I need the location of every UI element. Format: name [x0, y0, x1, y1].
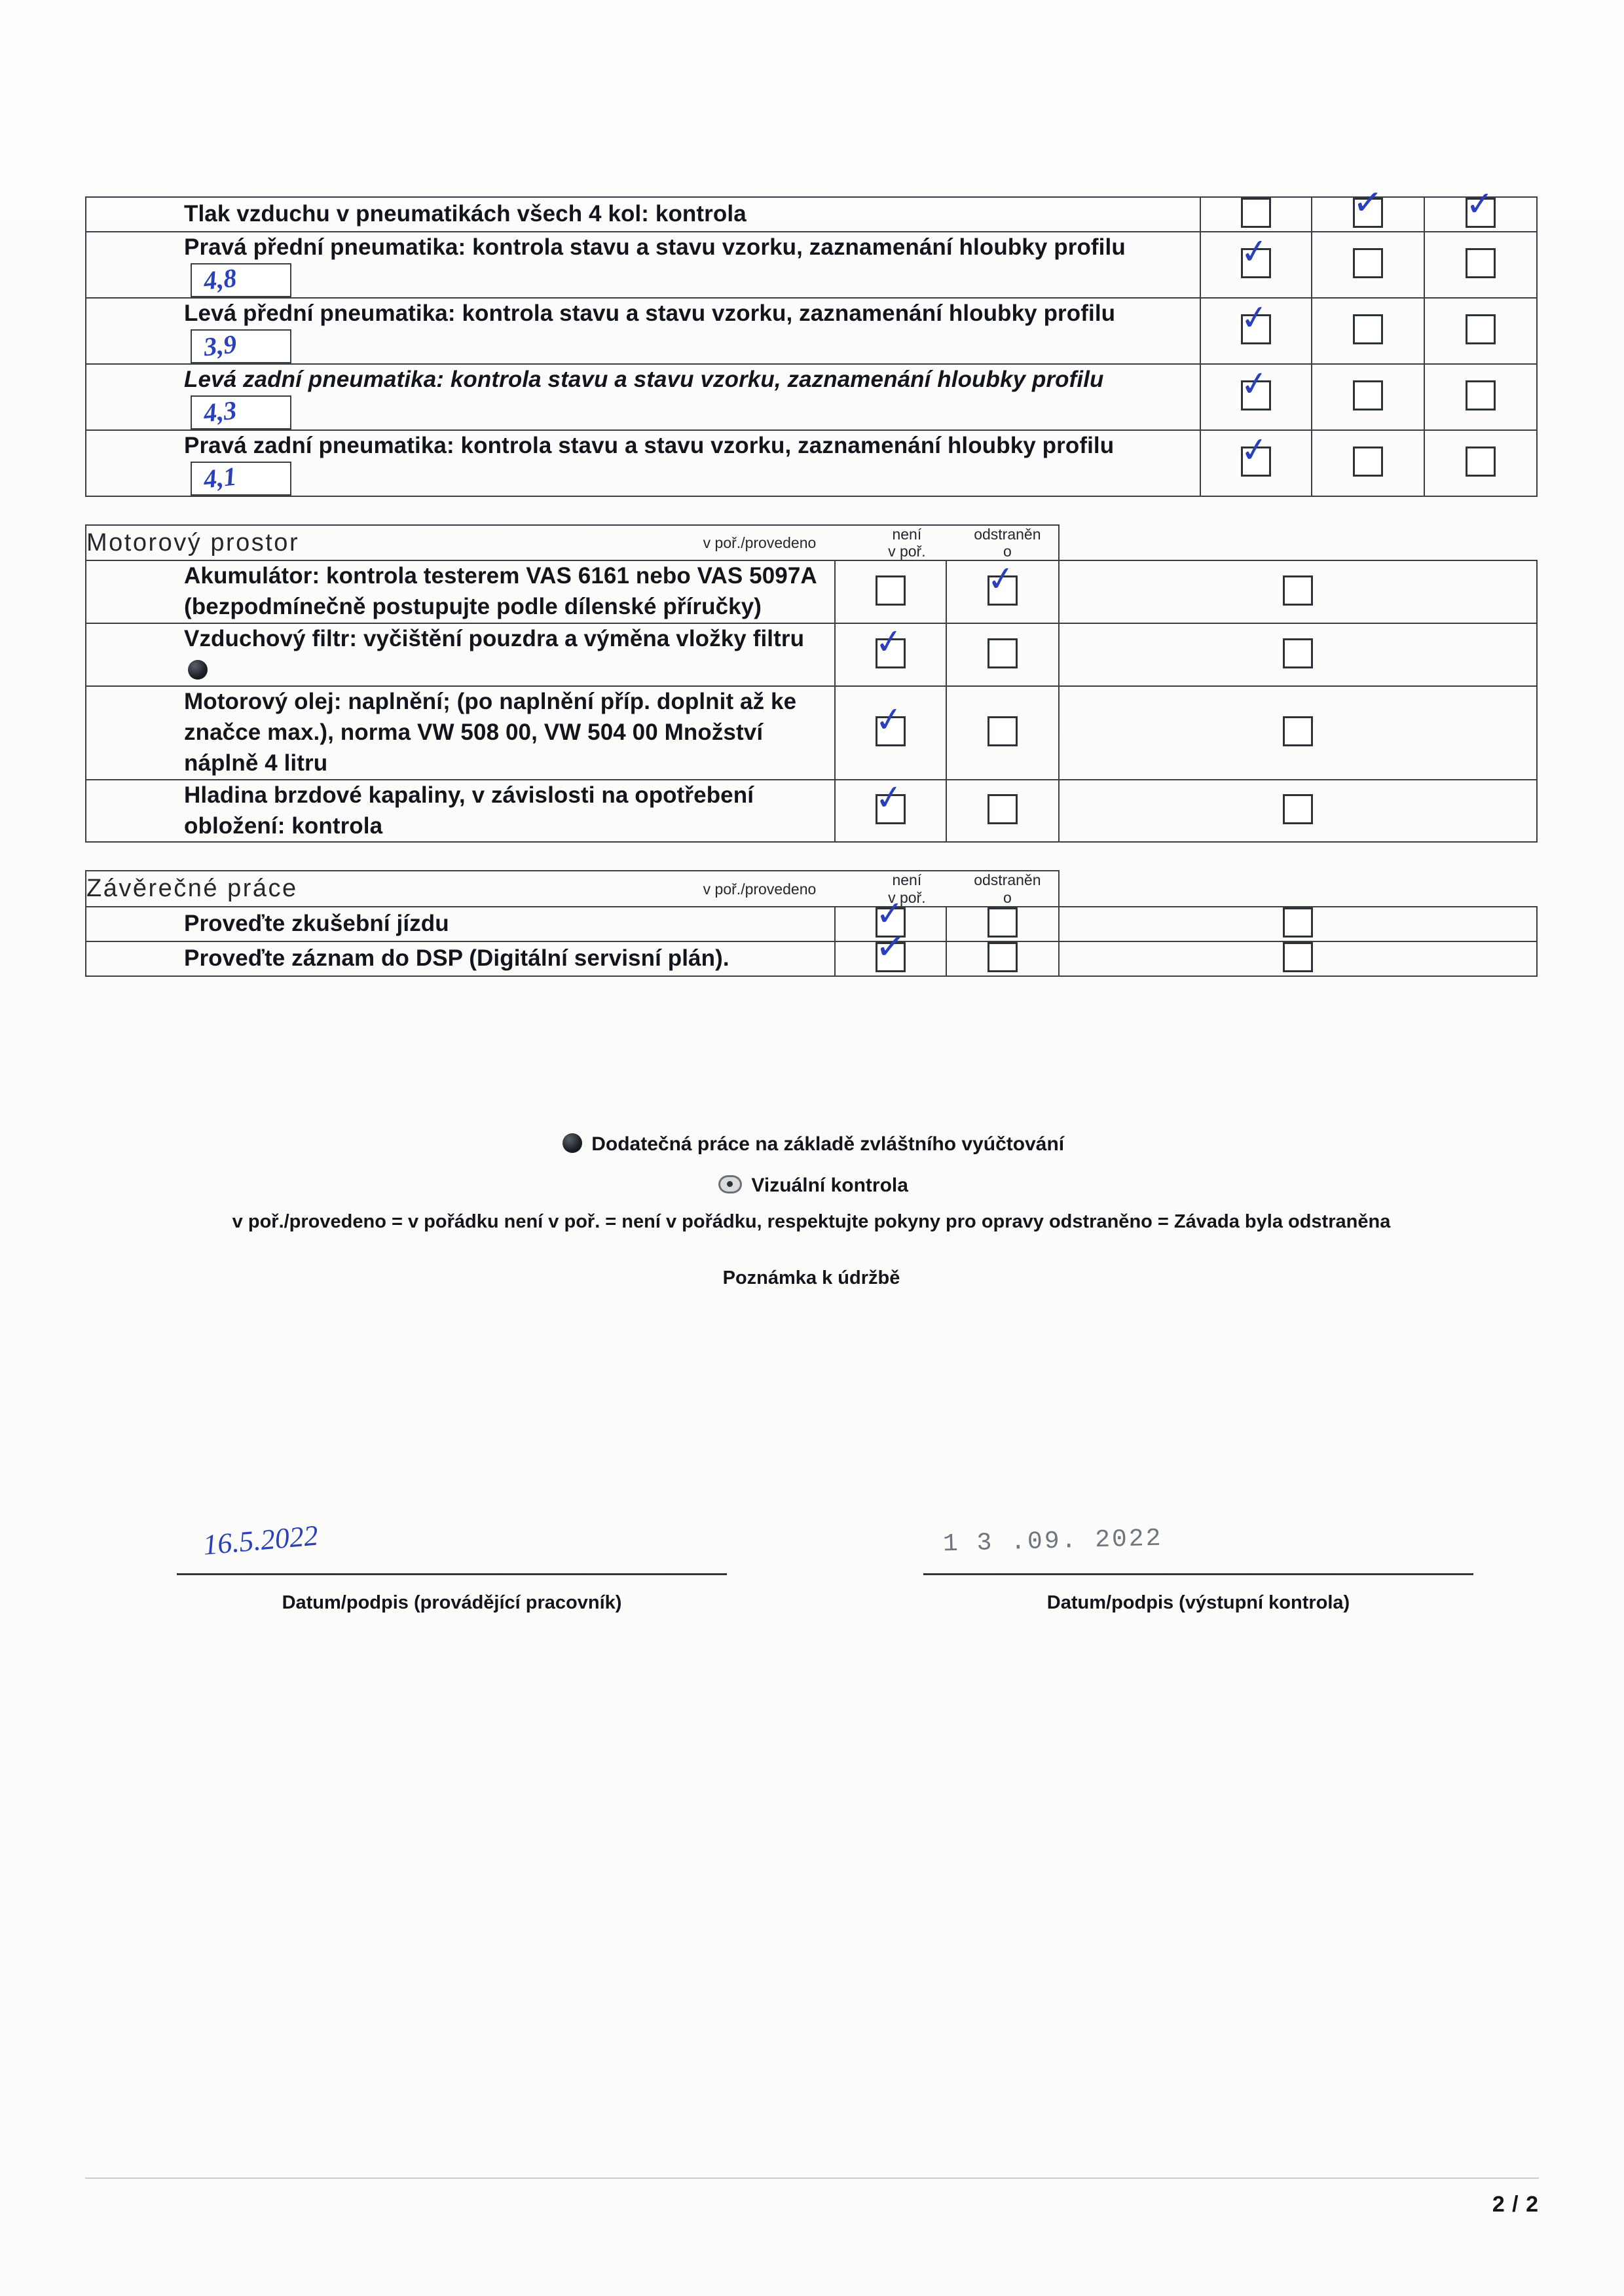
checkbox[interactable]: [1241, 198, 1271, 228]
checkbox[interactable]: [1353, 248, 1383, 278]
checkbox[interactable]: [1283, 716, 1313, 746]
row-label-text: Pravá přední pneumatika: kontrola stavu a stavu vzorku, zaznamenání hloubky profilu: [184, 234, 1126, 260]
check-cell-not-ok[interactable]: [946, 560, 1059, 623]
check-cell-not-ok[interactable]: [946, 780, 1059, 843]
handwritten-tick: ✓: [872, 778, 906, 819]
check-cell-ok[interactable]: [1200, 232, 1312, 298]
checkbox[interactable]: [872, 700, 906, 746]
table-row: [86, 780, 1537, 843]
checkbox[interactable]: [1466, 314, 1496, 344]
handwritten-tick: ✓: [1351, 183, 1384, 224]
col-header-not-ok-line1: není: [892, 525, 922, 543]
row-label: Tlak vzduchu v pneumatikách všech 4 kol: kontrola: [184, 197, 1200, 232]
row-lead-cell: [86, 941, 184, 976]
check-cell-ok[interactable]: [1200, 430, 1312, 496]
page-number: 2 / 2: [1492, 2192, 1539, 2217]
row-label: Proveďte záznam do DSP (Digitální servisní plán).: [184, 941, 835, 976]
row-label: [184, 232, 1200, 298]
check-cell-not-ok[interactable]: [946, 623, 1059, 686]
check-cell-removed[interactable]: [1424, 298, 1537, 364]
col-header-removed-line1: odstraněn: [974, 525, 1041, 543]
depth-value-box[interactable]: [191, 395, 291, 429]
row-lead-cell: [86, 364, 184, 430]
check-cell-removed[interactable]: [1059, 907, 1537, 941]
page-footer: [85, 2178, 1539, 2217]
handwritten-tick: ✓: [872, 700, 906, 741]
depth-value-box[interactable]: [191, 462, 291, 496]
row-lead-cell: [86, 197, 184, 232]
col-header-removed: [957, 526, 1058, 560]
signature-line[interactable]: [923, 1510, 1473, 1575]
eye-icon: [718, 1175, 742, 1194]
legend-line-extra-work: [85, 1127, 1538, 1161]
row-lead-cell: [86, 780, 184, 843]
checkbox[interactable]: [1238, 298, 1271, 344]
section-title: Motorový prostor: [86, 525, 662, 561]
check-cell-not-ok[interactable]: [1312, 430, 1424, 496]
check-cell-not-ok[interactable]: [1312, 298, 1424, 364]
check-cell-removed[interactable]: [1424, 430, 1537, 496]
col-header-not-ok-line2: v poř.: [888, 543, 926, 560]
handwritten-tick: ✓: [1238, 364, 1271, 405]
extra-work-dot-icon: [563, 1133, 582, 1153]
section-title: Závěrečné práce: [86, 871, 662, 907]
row-lead-cell: [86, 232, 184, 298]
handwritten-value: 4,3: [202, 395, 238, 428]
check-cell-not-ok[interactable]: [946, 941, 1059, 976]
date-stamp: 1 3 .09. 2022: [942, 1524, 1163, 1559]
checkbox[interactable]: [1465, 185, 1496, 228]
checkbox[interactable]: [987, 907, 1018, 938]
checkbox[interactable]: [1466, 446, 1496, 477]
checkbox[interactable]: [872, 778, 906, 824]
checkbox[interactable]: [876, 575, 906, 606]
check-cell-ok[interactable]: [835, 623, 946, 686]
col-header-removed-line2: o: [1003, 543, 1012, 560]
row-label-text: Levá přední pneumatika: kontrola stavu a stavu vzorku, zaznamenání hloubky profilu: [184, 300, 1116, 326]
check-cell-removed[interactable]: [1059, 623, 1537, 686]
check-cell-ok[interactable]: [1200, 197, 1312, 232]
row-lead-cell: [86, 686, 184, 780]
checkbox[interactable]: [1283, 638, 1313, 668]
footer-divider: [85, 2178, 1539, 2179]
section-column-headers: [662, 871, 1059, 907]
signature-inspection: [923, 1510, 1473, 1614]
table-row: [86, 364, 1537, 430]
check-cell-not-ok[interactable]: [946, 686, 1059, 780]
signature-line[interactable]: [177, 1510, 727, 1575]
check-cell-removed[interactable]: [1424, 232, 1537, 298]
row-lead-cell: [86, 907, 184, 941]
section-column-headers: [662, 525, 1059, 561]
handwritten-tick: ✓: [872, 622, 906, 663]
legend-maintenance-note: Poznámka k údržbě: [722, 1267, 900, 1288]
checkbox[interactable]: [987, 794, 1018, 824]
row-lead-cell: [86, 298, 184, 364]
check-cell-not-ok[interactable]: [946, 907, 1059, 941]
checkbox[interactable]: [987, 942, 1018, 972]
final-works-table: [85, 870, 1538, 977]
checkbox[interactable]: [1466, 248, 1496, 278]
row-label-text: Levá zadní pneumatika: kontrola stavu a stavu vzorku, zaznamenání hloubky profilu: [184, 366, 1104, 392]
table-row: [86, 941, 1537, 976]
row-label-text: Vzduchový filtr: vyčištění pouzdra a výměna vložky filtru: [184, 626, 805, 652]
check-cell-ok[interactable]: [835, 780, 946, 843]
tires-table: [85, 183, 1538, 497]
handwritten-value: 4,8: [202, 263, 238, 296]
legend-visual-check-text: Vizuální kontrola: [751, 1175, 908, 1197]
check-cell-removed[interactable]: [1059, 560, 1537, 623]
row-label: Hladina brzdové kapaliny, v závislosti na opotřebení obložení: kontrola: [184, 780, 835, 843]
col-header-not-ok-line1: není: [892, 871, 922, 889]
row-label: [184, 430, 1200, 496]
signature-caption: Datum/podpis (výstupní kontrola): [1046, 1592, 1350, 1613]
extra-work-dot-icon: [188, 660, 208, 680]
checkbox[interactable]: [874, 895, 906, 938]
checkbox[interactable]: [1238, 430, 1271, 477]
row-lead-cell: [86, 430, 184, 496]
checkbox[interactable]: [1283, 575, 1313, 606]
handwritten-date-technician: 16.5.2022: [202, 1519, 320, 1561]
row-label: [184, 623, 835, 686]
handwritten-tick: ✓: [1465, 185, 1495, 224]
table-row: [86, 298, 1537, 364]
check-cell-removed[interactable]: [1424, 364, 1537, 430]
row-label: Motorový olej: naplnění; (po naplnění příp. doplnit až ke značce max.), norma VW 508 00, VW 504 00 Množství náplně 4 litru: [184, 686, 835, 780]
table-row: [86, 560, 1537, 623]
check-cell-ok[interactable]: [835, 927, 946, 976]
signature-caption: Datum/podpis (provádějící pracovník): [282, 1592, 622, 1613]
checkbox[interactable]: [1283, 794, 1313, 824]
col-header-not-ok: [857, 526, 957, 560]
checkbox[interactable]: [1466, 380, 1496, 410]
checkbox[interactable]: [1283, 942, 1313, 972]
col-header-removed-line2: o: [1003, 888, 1012, 906]
row-label: [184, 298, 1200, 364]
handwritten-tick: ✓: [984, 559, 1018, 600]
check-cell-ok[interactable]: [1200, 298, 1312, 364]
handwritten-tick: ✓: [874, 927, 907, 969]
col-header-not-ok-line2: v poř.: [888, 888, 926, 906]
check-cell-not-ok[interactable]: [1312, 364, 1424, 430]
checkbox[interactable]: [1353, 380, 1383, 410]
table-row: [86, 197, 1537, 232]
legend-extra-work-text: Dodatečná práce na základě zvláštního vyúčtování: [591, 1133, 1065, 1156]
checkbox[interactable]: [987, 638, 1018, 668]
checkbox[interactable]: [1353, 446, 1383, 477]
row-label: Proveďte zkušební jízdu: [184, 907, 835, 941]
checkbox[interactable]: [872, 622, 906, 668]
checkbox[interactable]: [1238, 232, 1271, 278]
legend-block: [85, 1127, 1538, 1294]
section-gap: [85, 843, 1538, 870]
col-header-ok: v poř./provedeno: [703, 534, 817, 551]
check-cell-ok[interactable]: [835, 686, 946, 780]
handwritten-tick: ✓: [1238, 430, 1271, 471]
check-cell-not-ok[interactable]: [1312, 232, 1424, 298]
checkbox[interactable]: [1283, 907, 1313, 938]
checkbox[interactable]: [1238, 364, 1271, 410]
section-header-row: [86, 871, 1537, 907]
checkbox[interactable]: [984, 559, 1018, 606]
handwritten-value: 4,1: [202, 461, 238, 494]
form-sheet: [85, 183, 1538, 1674]
check-cell-removed[interactable]: [1424, 185, 1537, 232]
checkbox[interactable]: [1351, 183, 1384, 228]
handwritten-tick: ✓: [1238, 232, 1271, 273]
row-lead-cell: [86, 560, 184, 623]
depth-value-box[interactable]: [191, 329, 291, 363]
table-row: [86, 907, 1537, 941]
table-row: [86, 623, 1537, 686]
col-header-removed: [957, 871, 1058, 906]
handwritten-value: 3,9: [202, 329, 238, 362]
row-label: [184, 364, 1200, 430]
check-cell-removed[interactable]: [1059, 941, 1537, 976]
section-header-row: [86, 525, 1537, 561]
col-header-removed-line1: odstraněn: [974, 871, 1041, 889]
table-row: [86, 430, 1537, 496]
row-label-text: Pravá zadní pneumatika: kontrola stavu a stavu vzorku, zaznamenání hloubky profilu: [184, 432, 1115, 458]
row-label: Akumulátor: kontrola testerem VAS 6161 nebo VAS 5097A (bezpodmínečně postupujte podle dílenské příručky): [184, 560, 835, 623]
handwritten-tick: ✓: [1238, 298, 1271, 339]
row-lead-cell: [86, 623, 184, 686]
col-header-not-ok: [857, 871, 957, 906]
table-row: [86, 232, 1537, 298]
check-cell-removed[interactable]: [1059, 686, 1537, 780]
engine-table: [85, 524, 1538, 843]
checkbox[interactable]: [1353, 314, 1383, 344]
table-row: [86, 686, 1537, 780]
checkbox[interactable]: [874, 927, 907, 972]
check-cell-ok[interactable]: [835, 560, 946, 623]
checkbox[interactable]: [987, 716, 1018, 746]
signature-technician: [177, 1510, 727, 1614]
depth-value-box[interactable]: [191, 263, 291, 297]
col-header-ok: v poř./provedeno: [703, 880, 817, 898]
signature-area: [85, 1510, 1538, 1674]
legend-line-visual-check: [85, 1169, 1538, 1202]
section-gap: [85, 497, 1538, 524]
legend-definitions: v poř./provedeno = v pořádku není v poř. = není v pořádku, respektujte pokyny pro opravy odstraněno = Závada byla odstraněna: [232, 1211, 1391, 1233]
check-cell-not-ok[interactable]: [1312, 183, 1424, 232]
check-cell-removed[interactable]: [1059, 780, 1537, 843]
handwritten-tick: ✓: [874, 895, 905, 934]
check-cell-ok[interactable]: [1200, 364, 1312, 430]
